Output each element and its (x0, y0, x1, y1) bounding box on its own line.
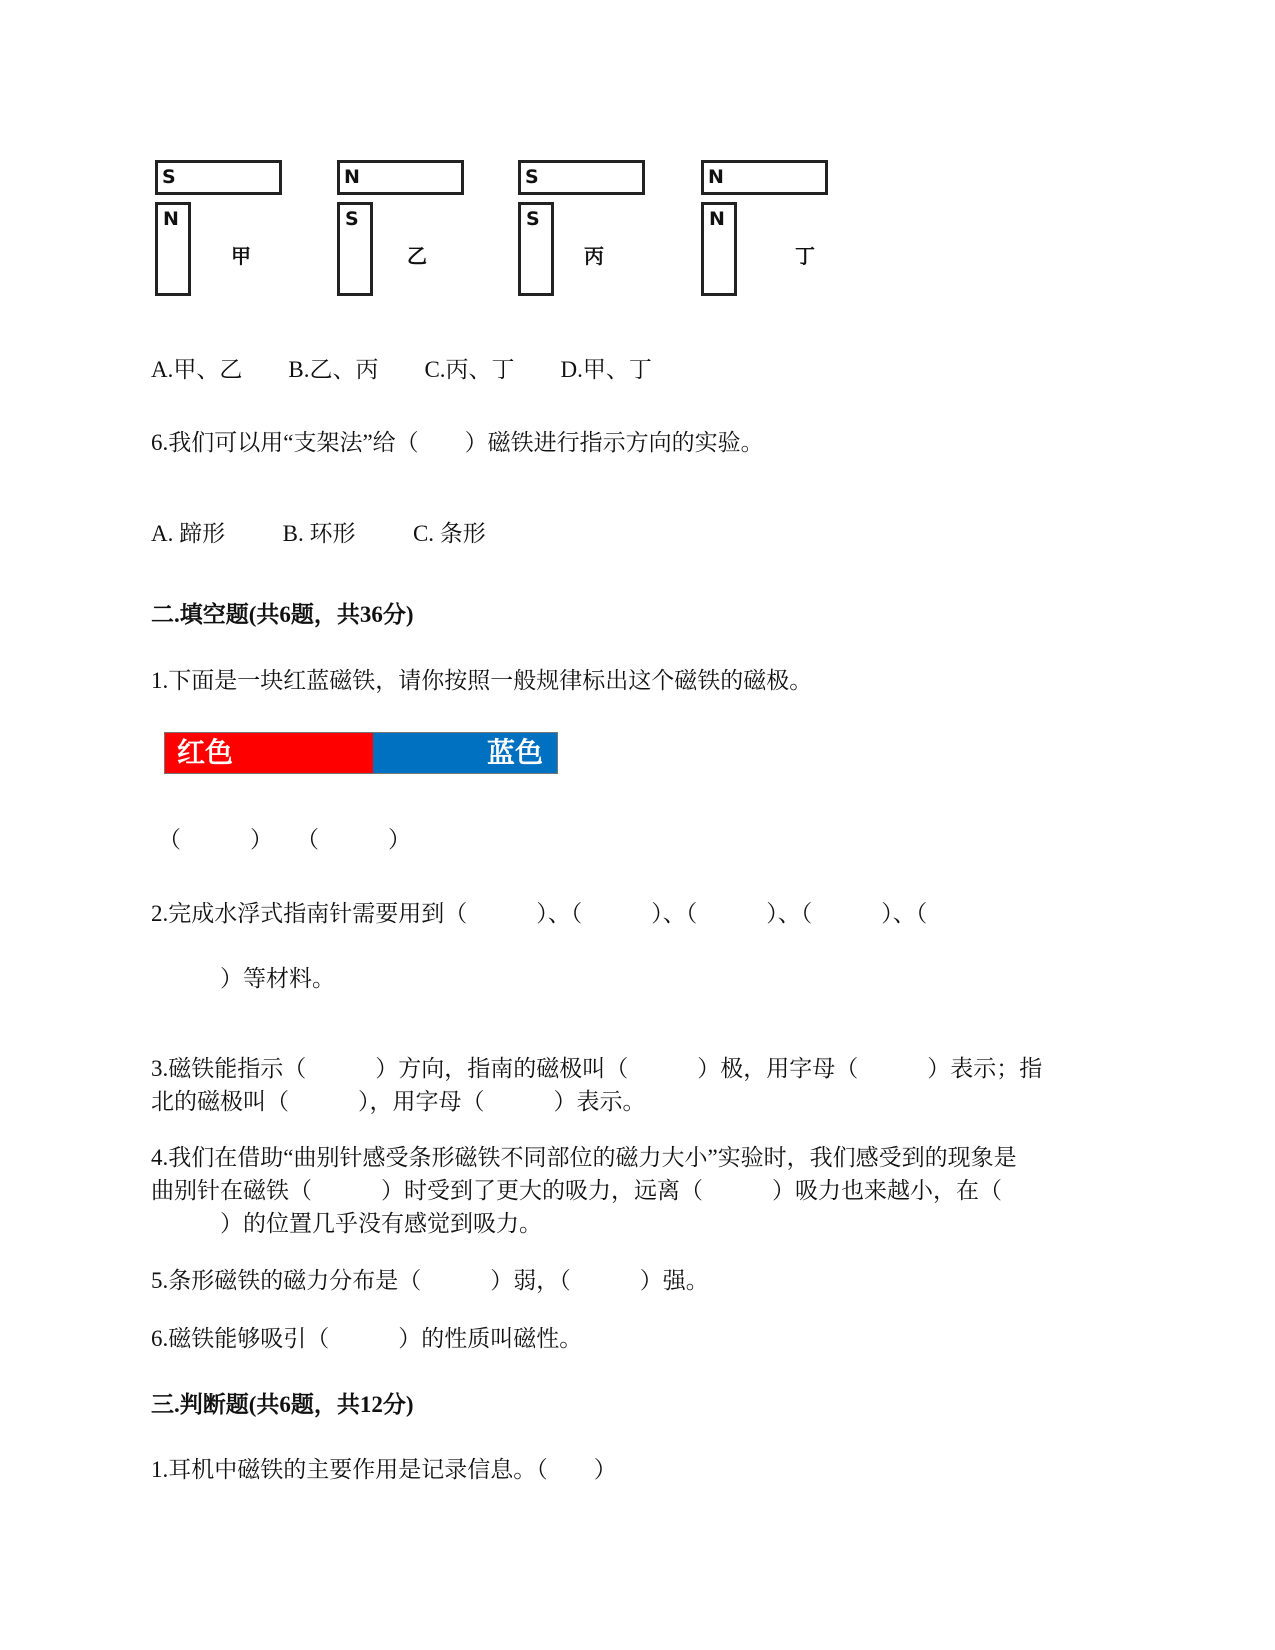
magnet-diagram (155, 160, 875, 310)
magnet-label: 甲 (231, 244, 251, 268)
section3-title: 三.判断题(共6题，共12分) (151, 1392, 414, 1417)
magnet-label: 丙 (584, 244, 604, 268)
fill-q1-blanks: （ ） （ ） (158, 827, 411, 852)
pole-label: S (526, 208, 540, 230)
red-half: 红色 (165, 733, 373, 773)
fill-q4-line1: 4.我们在借助“曲别针感受条形磁铁不同部位的磁力大小”实验时，我们感受到的现象是 (151, 1145, 1017, 1170)
fill-q5: 5.条形磁铁的磁力分布是（ ）弱，（ ）强。 (151, 1268, 709, 1293)
blue-half: 蓝色 (373, 733, 557, 773)
pole-label: N (344, 166, 360, 188)
section2-title: 二.填空题(共6题，共36分) (151, 602, 414, 627)
pole-label: S (162, 166, 176, 188)
q5-options: A.甲、乙 B.乙、丙 C.丙、丁 D.甲、丁 (151, 357, 652, 382)
fill-q2-line1: 2.完成水浮式指南针需要用到（ ）、（ ）、（ ）、（ ）、（ (151, 901, 928, 926)
magnet-label: 乙 (407, 244, 427, 268)
judge-q1: 1.耳机中磁铁的主要作用是记录信息。（ ） (151, 1457, 617, 1482)
fill-q4-line2: 曲别针在磁铁（ ）时受到了更大的吸力，远离（ ）吸力也来越小，在（ (151, 1178, 1002, 1203)
fill-q3-line1: 3.磁铁能指示（ ）方向，指南的磁极叫（ ）极，用字母（ ）表示；指 (151, 1056, 1043, 1081)
q6-options: A. 蹄形 B. 环形 C. 条形 (151, 521, 486, 546)
q6-question: 6.我们可以用“支架法”给（ ）磁铁进行指示方向的实验。 (151, 430, 764, 455)
fill-q2-line2: ）等材料。 (151, 966, 335, 991)
fill-q4-line3: ）的位置几乎没有感觉到吸力。 (151, 1211, 542, 1236)
pole-label: N (163, 208, 179, 230)
pole-label: N (709, 208, 725, 230)
pole-label: S (345, 208, 359, 230)
fill-q6: 6.磁铁能够吸引（ ）的性质叫磁性。 (151, 1326, 583, 1351)
red-blue-magnet (164, 732, 558, 774)
pole-label: S (525, 166, 539, 188)
fill-q3-line2: 北的磁极叫（ ），用字母（ ）表示。 (151, 1089, 646, 1114)
pole-label: N (708, 166, 724, 188)
magnet-label: 丁 (795, 244, 815, 268)
fill-q1: 1.下面是一块红蓝磁铁，请你按照一般规律标出这个磁铁的磁极。 (151, 668, 813, 693)
